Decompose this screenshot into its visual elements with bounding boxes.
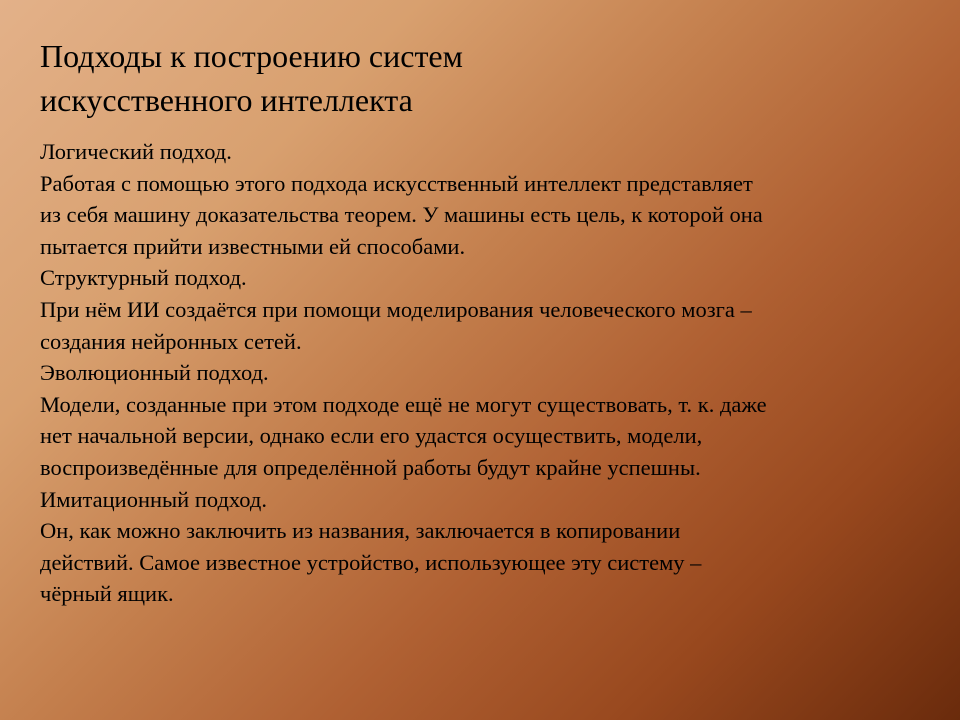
body-line-7: создания нейронных сетей. <box>40 328 302 354</box>
body-line-6: При нём ИИ создаётся при помощи моделирования человеческого мозга – <box>40 296 752 322</box>
body-line-10: нет начальной версии, однако если его удастся осуществить, модели, <box>40 423 703 449</box>
slide-body <box>40 136 930 610</box>
body-line-1: Логический подход. <box>40 139 232 164</box>
slide-title-line-1: Подходы к построению систем <box>40 38 463 74</box>
slide-title <box>40 34 920 122</box>
body-line-13: Он, как можно заключить из названия, заключается в копировании <box>40 518 681 544</box>
body-line-8: Эволюционный подход. <box>40 360 269 386</box>
body-line-2: Работая с помощью этого подхода искусственный интеллект представляет <box>40 170 753 196</box>
body-line-5: Структурный подход. <box>40 265 247 291</box>
body-line-4: пытается прийти известными ей способами. <box>40 233 466 259</box>
body-line-15: чёрный ящик. <box>40 581 174 607</box>
slide-title-line-2: искусственного интеллекта <box>40 82 413 118</box>
body-line-9: Модели, созданные при этом подходе ещё не могут существовать, т. к. даже <box>40 391 767 417</box>
body-line-12: Имитационный подход. <box>40 486 267 512</box>
body-line-3: из себя машину доказательства теорем. У машины есть цель, к которой она <box>40 202 763 228</box>
body-line-11: воспроизведённые для определённой работы будут крайне успешны. <box>40 454 701 480</box>
body-line-14: действий. Самое известное устройство, использующее эту систему – <box>40 549 702 575</box>
